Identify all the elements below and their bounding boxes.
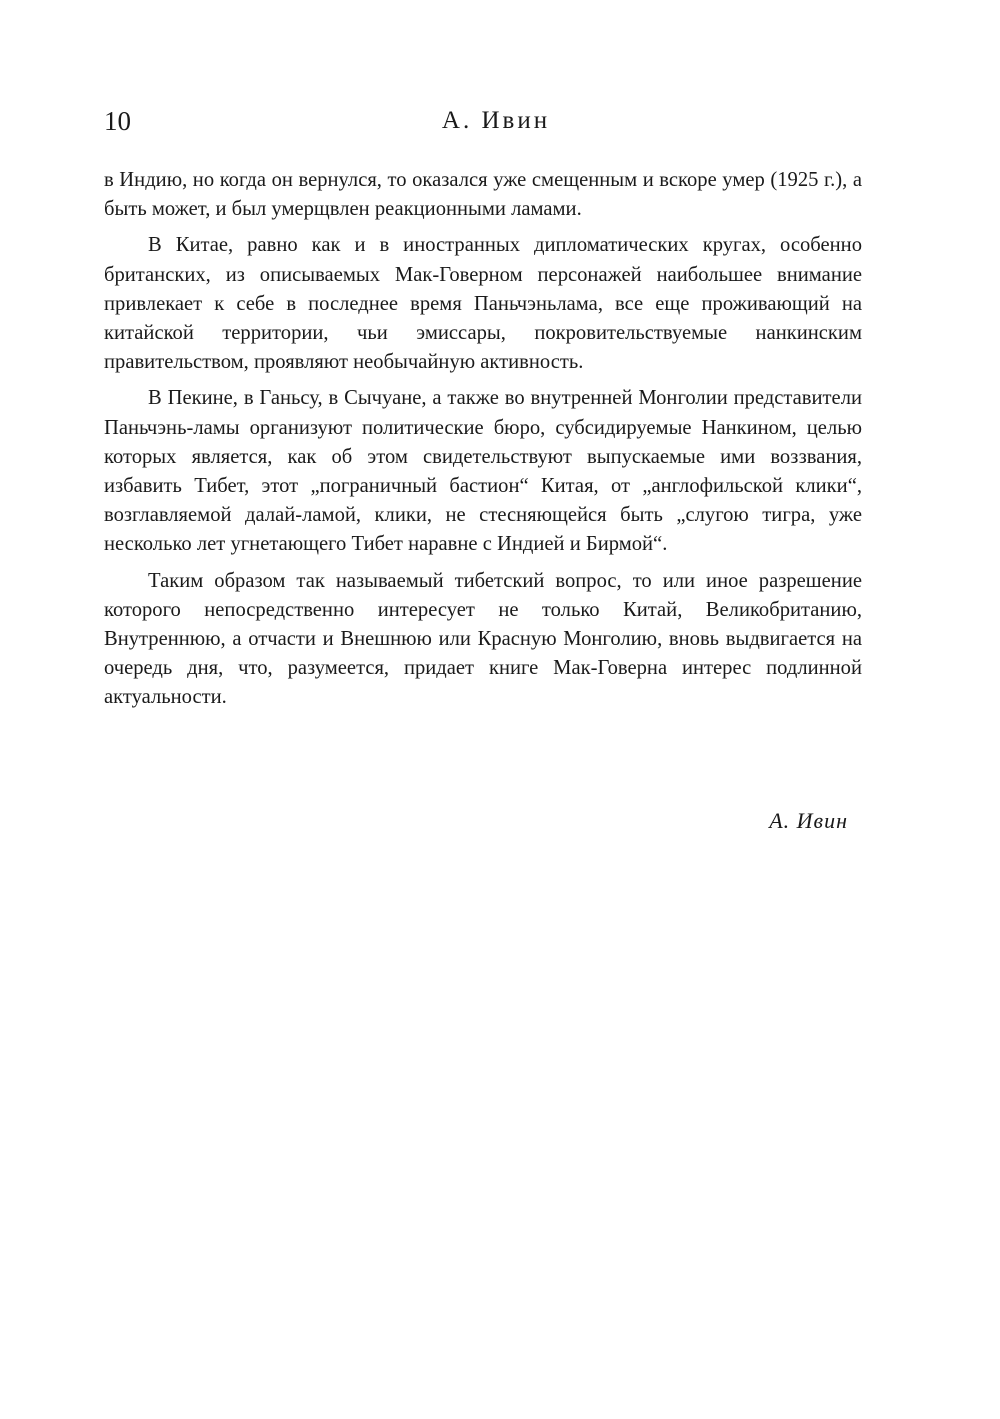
running-head: А. Ивин [441,107,551,134]
author-signature: А. Ивин [769,808,848,833]
body-text [104,166,862,720]
paragraph-1: в Индию, но когда он вернулся, то оказался уже смещенным и вскоре умер (1925 г.), а быть может, и был умерщвлен реакционными ламами. [104,169,862,221]
paragraph-2: В Китае, равно как и в иностранных дипломатических кругах, особенно британских, из описываемых Мак-Говерном персонажей наибольшее внимание привлекает к себе в последнее время Паньчэньлама, все еще проживающий на китайской территории, чьи эмиссары, покровительствуемые нанкинским правительством, проявляют необычайную активность. [104,234,862,374]
page-header [104,104,862,138]
paragraph-3: В Пекине, в Ганьсу, в Сычуане, а также во внутренней Монголии представители Паньчэнь-ламы организуют политические бюро, субсидируемые Нанкином, целью которых является, как об этом свидетельствуют выпускаемые ими воззвания, избавить Тибет, этот „пограничный бастион“ Китая, от „англофильской клики“, возглавляемой далай-ламой, клики, не стесняющейся быть „слугою тигра, уже несколько лет угнетающего Тибет наравне с Индией и Бирмой“. [104,387,862,556]
paragraph-4: Таким образом так называемый тибетский вопрос, то или иное разрешение которого непосредственно интересует не только Китай, Великобританию, Внутреннюю, а отчасти и Внешнюю или Красную Монголию, вновь выдвигается на очередь дня, что, разумеется, придает книге Мак-Говерна интерес подлинной актуальности. [104,569,862,709]
page-number: 10 [104,106,131,136]
